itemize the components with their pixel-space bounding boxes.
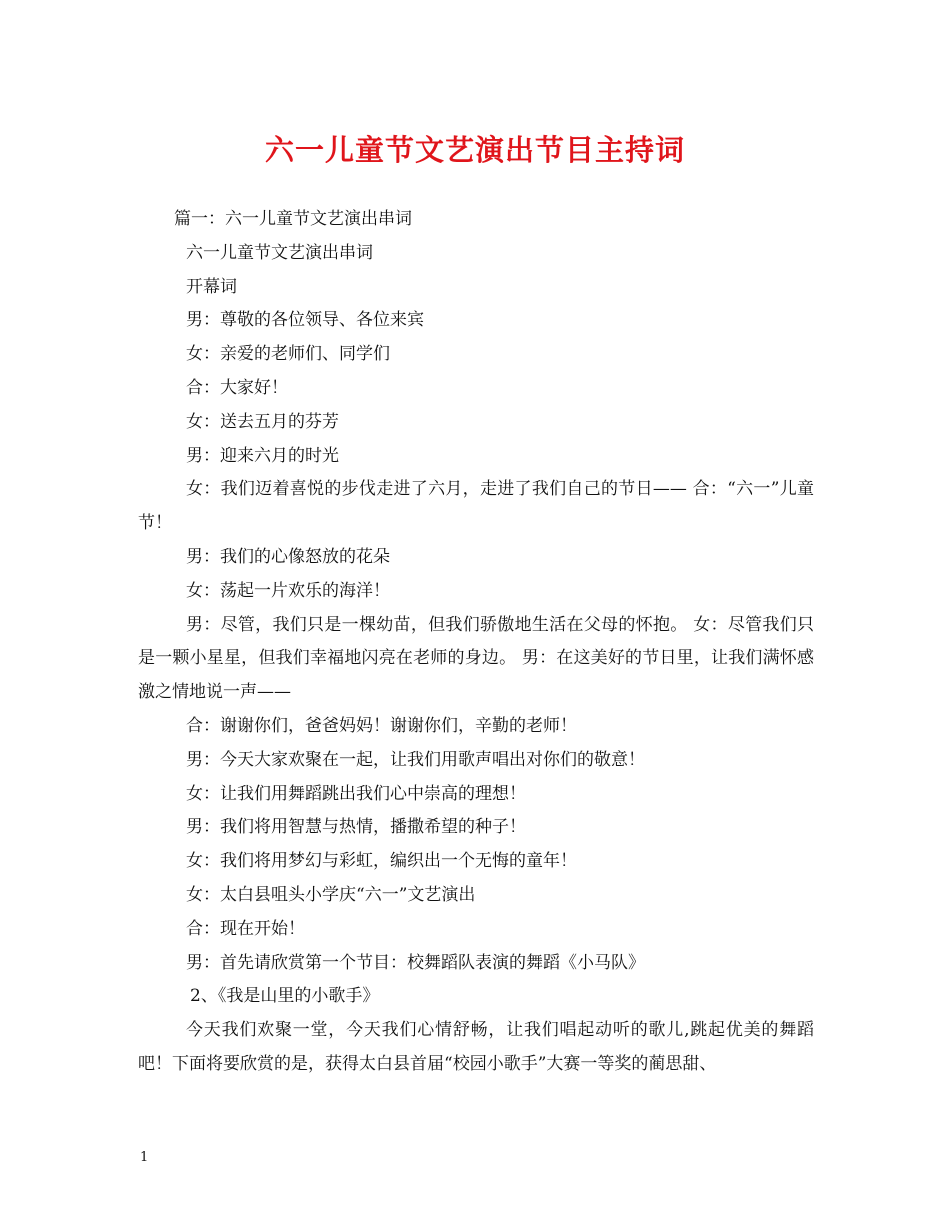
paragraph: 男：尊敬的各位领导、各位来宾	[186, 310, 424, 331]
paragraph: 男：我们将用智慧与热情，播撒希望的种子！	[186, 817, 526, 838]
paragraph: 开幕词	[186, 276, 237, 297]
paragraph: 男：迎来六月的时光	[186, 445, 339, 466]
paragraph: 六一儿童节文艺演出串词	[186, 242, 373, 263]
paragraph: 女：亲爱的老师们、同学们	[186, 344, 390, 365]
paragraph: 女：让我们用舞蹈跳出我们心中崇高的理想！	[186, 783, 526, 804]
paragraph: 女：送去五月的芬芳	[186, 411, 339, 432]
page-number: 1	[140, 1150, 149, 1165]
paragraph: 今天我们欢聚一堂，今天我们心情舒畅，让我们唱起动听的歌儿,跳起优美的舞蹈吧！下面将要欣赏的是，获得太白县首届“校园小歌手”大赛一等奖的蔺思甜、	[138, 1020, 814, 1074]
paragraph: 女：我们将用梦幻与彩虹，编织出一个无悔的童年！	[186, 851, 577, 872]
paragraph: 女：我们迈着喜悦的步伐走进了六月，走进了我们自己的节日—— 合：“六一”儿童节！	[138, 479, 814, 534]
paragraph: 合：谢谢你们，爸爸妈妈！谢谢你们，辛勤的老师！	[186, 715, 577, 736]
paragraph: 男：今天大家欢聚在一起，让我们用歌声唱出对你们的敬意！	[186, 749, 645, 770]
document-body	[138, 203, 814, 1082]
paragraph: 男：我们的心像怒放的花朵	[186, 546, 390, 567]
paragraph: 合：现在开始！	[186, 918, 305, 939]
paragraph: 篇一：六一儿童节文艺演出串词	[174, 209, 412, 229]
paragraph: 2、《我是山里的小歌手》	[190, 986, 380, 1007]
paragraph: 男：尽管，我们只是一棵幼苗，但我们骄傲地生活在父母的怀抱。 女：尽管我们只是一颗小星星，但我们幸福地闪亮在老师的身边。 男：在这美好的节日里，让我们满怀感激之情地说一声——	[138, 614, 814, 703]
paragraph: 合：大家好！	[186, 377, 288, 398]
paragraph: 女：荡起一片欢乐的海洋！	[186, 580, 390, 601]
paragraph: 男：首先请欣赏第一个节目：校舞蹈队表演的舞蹈《小马队》	[186, 952, 645, 973]
paragraph: 女：太白县咀头小学庆“六一”文艺演出	[186, 884, 476, 905]
document-title: 六一儿童节文艺演出节目主持词	[264, 133, 685, 167]
